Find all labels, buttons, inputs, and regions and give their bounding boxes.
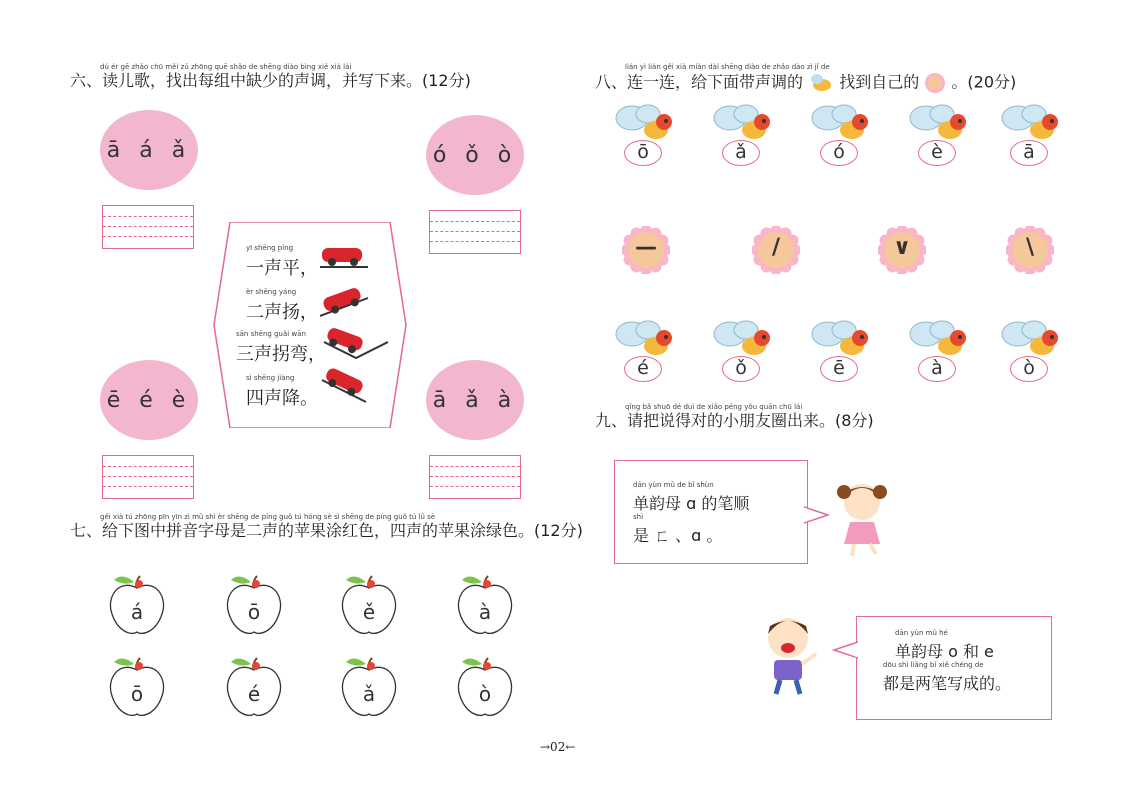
bubble1-line2: shì 是 ㄈ 、ɑ 。 [633, 513, 723, 545]
page-number: →02← [540, 740, 576, 754]
tone-mark: / [771, 235, 781, 260]
apple-letter: à [478, 600, 492, 624]
apple-letter: é [247, 682, 261, 706]
bubble1-line1: dān yùn mǔ de bǐ shùn 单韵母 ɑ 的笔顺 [633, 481, 750, 513]
bee-bottom-3[interactable] [810, 320, 868, 382]
apple-3[interactable] [340, 574, 398, 636]
boy-illustration [758, 610, 824, 698]
tone-mark: ∨ [893, 235, 911, 260]
apple-letter: ò [478, 682, 492, 706]
bubble1-tail [804, 505, 830, 525]
apple-4[interactable] [456, 574, 514, 636]
bee-top-1[interactable] [614, 104, 672, 166]
tone-group-4: ā ǎ à [426, 360, 524, 440]
car-flat-icon [320, 240, 370, 270]
bee-bottom-2[interactable] [712, 320, 770, 382]
tone-row-3: sān shēng guǎi wān 三声拐弯， [236, 330, 326, 365]
apple-letter: ō [247, 600, 261, 624]
sec9-title: qǐng bǎ shuō dé duì de xiǎo péng yǒu quān chū lái 九、请把说得对的小朋友圈出来。(8分) [595, 403, 874, 430]
tone-mark: — [635, 235, 657, 260]
tone-row-4: sì shēng jiàng 四声降。 [246, 374, 318, 409]
tone-group-3: ē é è [100, 360, 198, 440]
bee-letter: é [624, 356, 662, 382]
bee-bottom-4[interactable] [908, 320, 966, 382]
bee-icon [808, 74, 834, 92]
answer-box-1[interactable] [102, 205, 194, 249]
car-dipping-icon [322, 326, 392, 362]
apple-2[interactable] [225, 574, 283, 636]
apple-7[interactable] [340, 656, 398, 718]
bee-top-2[interactable] [712, 104, 770, 166]
apple-6[interactable] [225, 656, 283, 718]
sec7-title: gěi xià tú zhōng pīn yīn zì mǔ shì èr shēng de píng guǒ tú hóng sè sì shēng de píng guǒ tú lǜ sè 七、给下图中拼音字母是二声的苹果涂红色，四声的苹果涂绿色。(12分) [70, 513, 583, 540]
bee-top-5[interactable] [1000, 104, 1058, 166]
flower-3[interactable] [878, 226, 926, 274]
apple-letter: ǎ [362, 682, 376, 706]
answer-box-2[interactable] [429, 210, 521, 254]
bee-letter: ā [1010, 140, 1048, 166]
car-falling-icon [320, 368, 370, 404]
bubble2-line1: dān yùn mǔ hé 单韵母 o 和 e [895, 629, 994, 661]
apple-letter: ō [130, 682, 144, 706]
bubble2-line2: dōu shì liǎng bǐ xiě chéng de 都是两笔写成的。 [883, 661, 1012, 693]
bee-top-3[interactable] [810, 104, 868, 166]
bee-letter: ò [1010, 356, 1048, 382]
flower-2[interactable] [752, 226, 800, 274]
bee-top-4[interactable] [908, 104, 966, 166]
tone-group-1: ā á ǎ [100, 110, 198, 190]
apple-letter: á [130, 600, 144, 624]
car-rising-icon [320, 284, 370, 318]
apple-1[interactable] [108, 574, 166, 636]
apple-letter: ě [362, 600, 376, 624]
answer-box-3[interactable] [102, 455, 194, 499]
sec8-title: lián yì lián gěi xià miàn dài shēng diào de zhǎo dào zì jǐ de 八、连一连，给下面带声调的 找到自己的 。(20分) [595, 62, 1016, 94]
tone-group-2: ó ǒ ò [426, 115, 524, 195]
bubble2-tail [832, 640, 858, 660]
tone-rhyme-card [222, 222, 402, 428]
bee-bottom-5[interactable] [1000, 320, 1058, 382]
bee-letter: ǎ [722, 140, 760, 166]
bee-letter: è [918, 140, 956, 166]
tone-row-2: èr shēng yáng 二声扬， [246, 288, 318, 323]
bee-letter: ǒ [722, 356, 760, 382]
answer-box-4[interactable] [429, 455, 521, 499]
speech-bubble-boy [856, 616, 1052, 720]
flower-4[interactable] [1006, 226, 1054, 274]
bee-letter: ó [820, 140, 858, 166]
tone-row-1: yī shēng píng 一声平， [246, 244, 318, 279]
girl-illustration [832, 478, 896, 558]
apple-8[interactable] [456, 656, 514, 718]
tone-mark: \ [1025, 235, 1035, 260]
flower-icon [924, 72, 946, 94]
bee-letter: ō [624, 140, 662, 166]
speech-bubble-girl [614, 460, 808, 564]
bee-letter: ē [820, 356, 858, 382]
bee-letter: à [918, 356, 956, 382]
apple-5[interactable] [108, 656, 166, 718]
sec6-title: dú ér gē zhǎo chū měi zǔ zhōng quē shǎo de shēng diào bìng xiě xià lái 六、读儿歌，找出每组中缺少的声调，并写下来。(12分) [70, 63, 471, 90]
bee-bottom-1[interactable] [614, 320, 672, 382]
flower-1[interactable] [622, 226, 670, 274]
